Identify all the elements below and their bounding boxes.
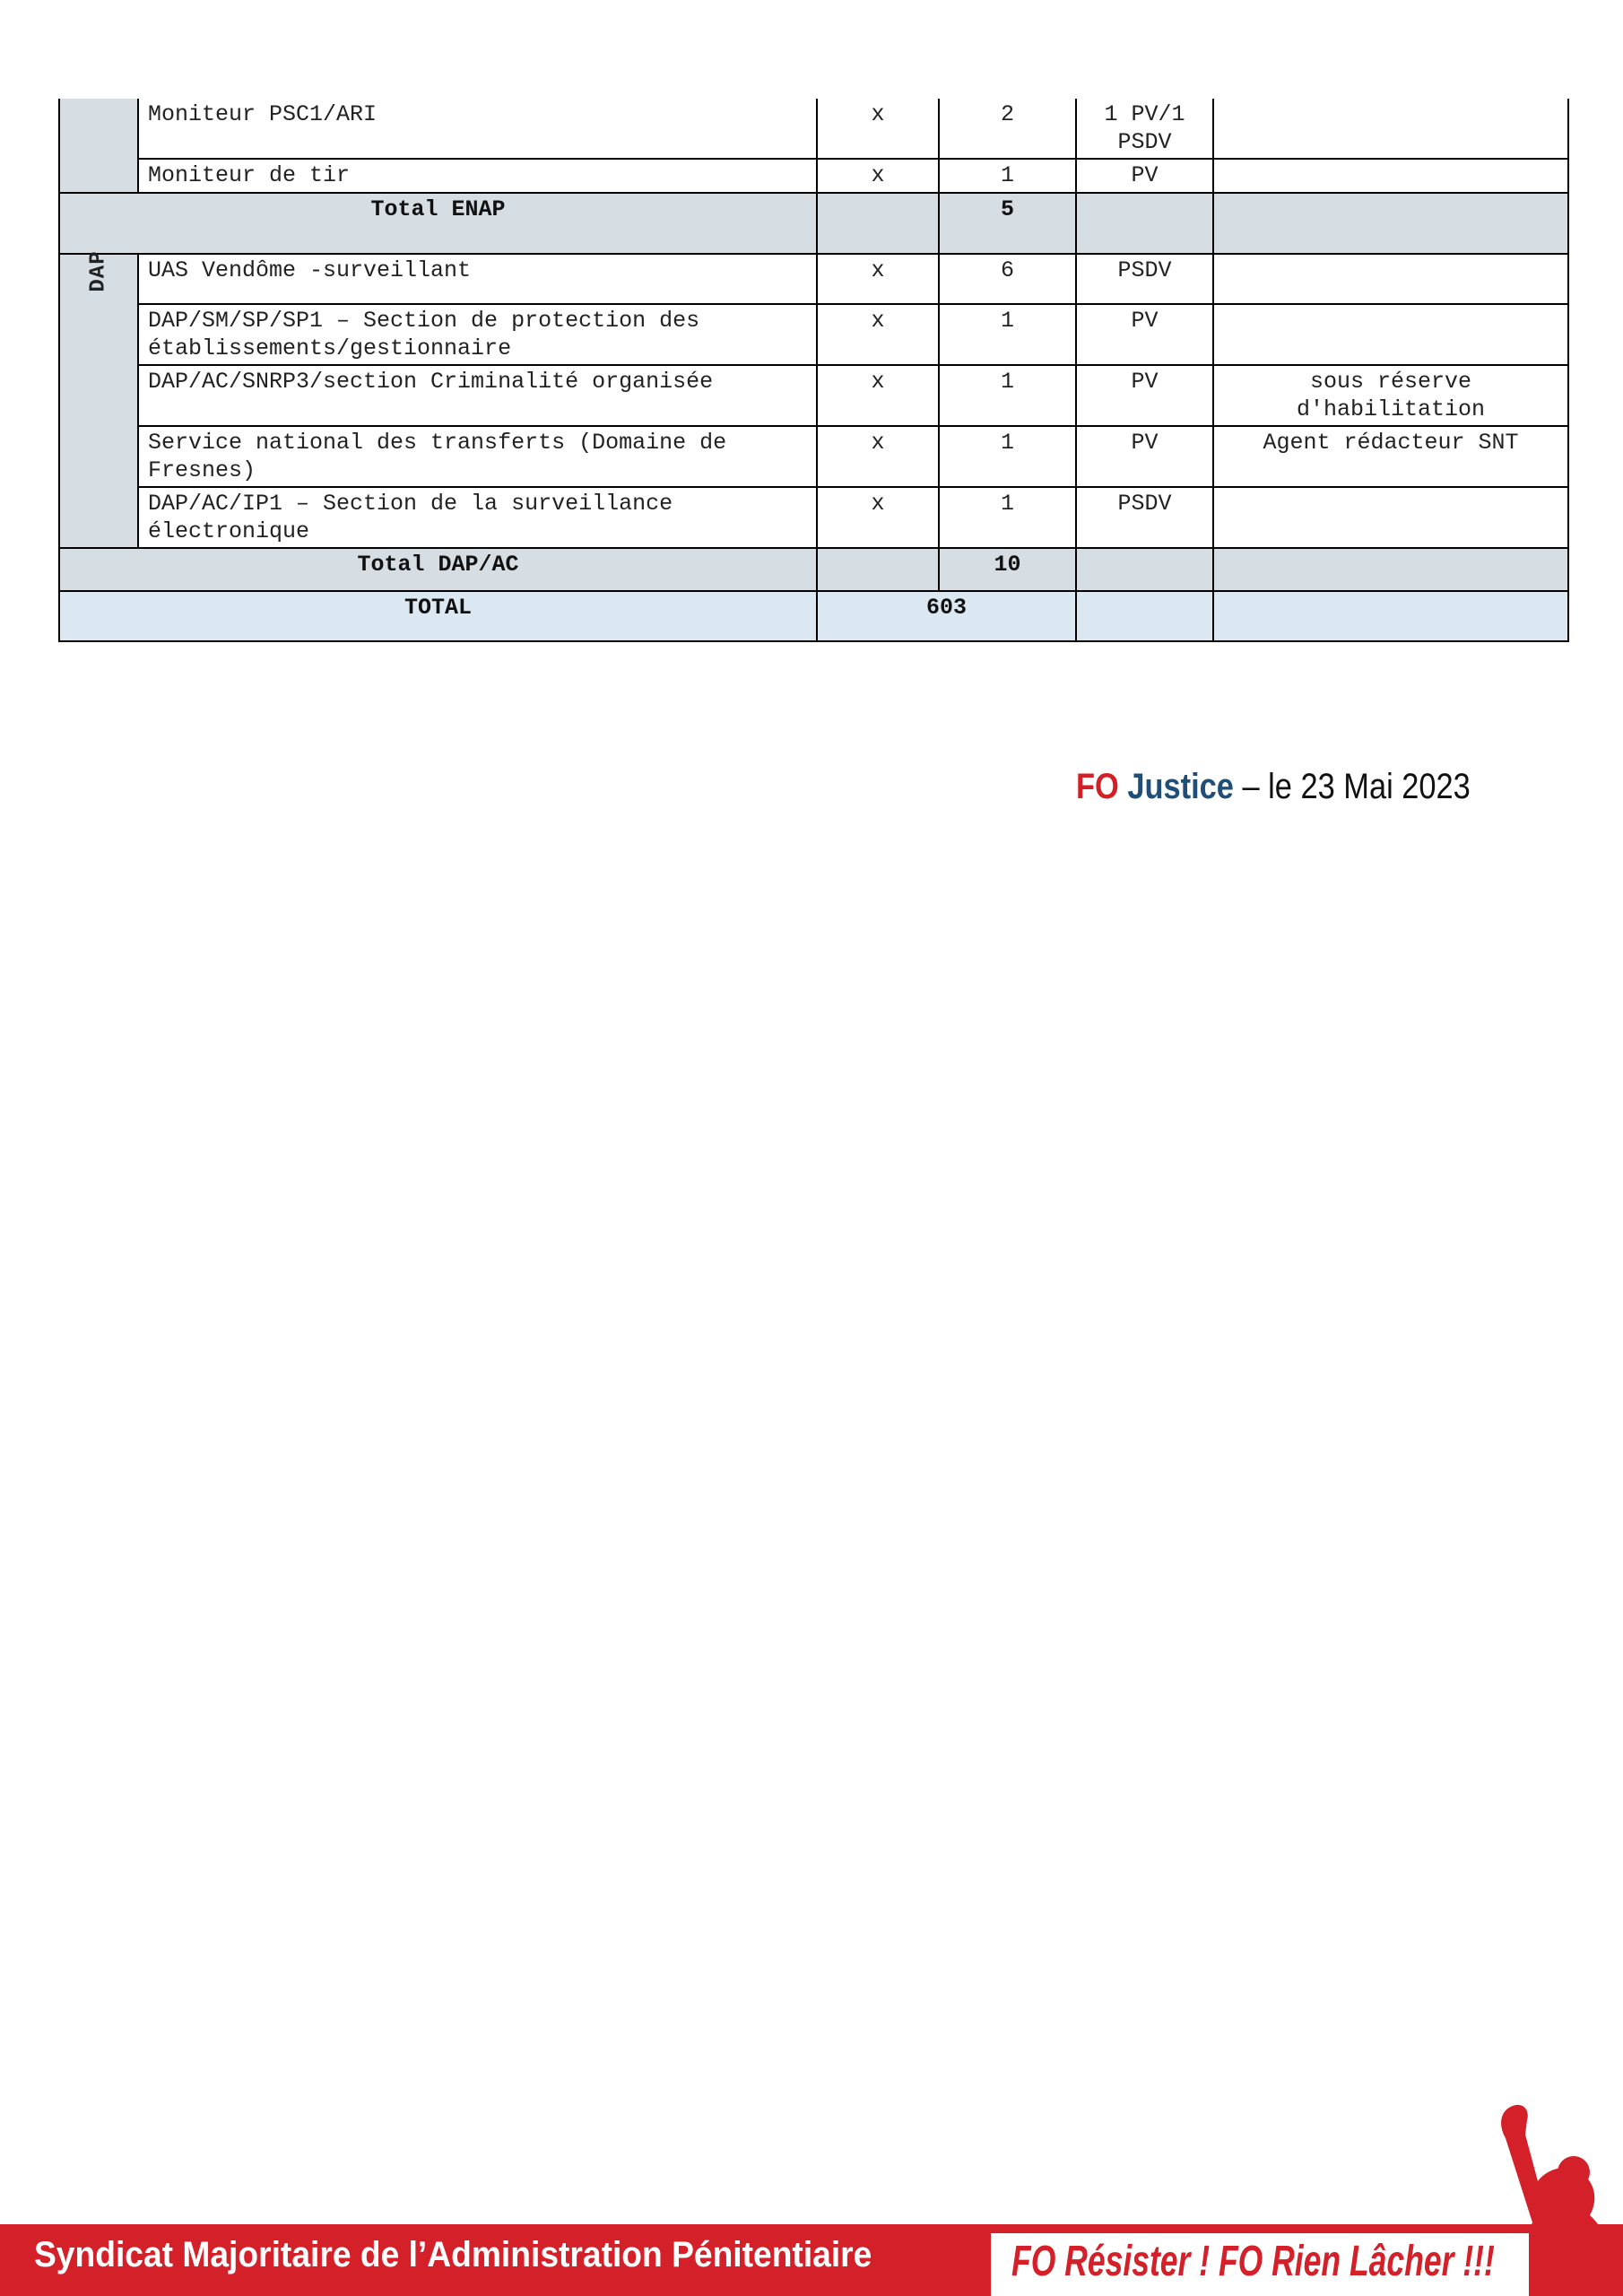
row-note bbox=[1213, 254, 1568, 304]
footer-union-slogan: Syndicat Majoritaire de l’Administration Pénitentiaire bbox=[34, 2235, 872, 2274]
row-note: sous réserve d'habilitation bbox=[1213, 365, 1568, 426]
row-note bbox=[1213, 304, 1568, 365]
dap-group-label: DAP bbox=[86, 250, 111, 292]
total-enap-type bbox=[1076, 193, 1213, 254]
row-note bbox=[1213, 99, 1568, 159]
row-label: DAP/SM/SP/SP1 – Section de protection des établissements/gestionnaire bbox=[138, 304, 817, 365]
row-count: 1 bbox=[939, 159, 1076, 193]
footer-motto: FO Résister ! FO Rien Lâcher !!! bbox=[1011, 2238, 1495, 2285]
table-row bbox=[59, 426, 1568, 487]
row-type: PSDV bbox=[1076, 487, 1213, 548]
row-label: DAP/AC/IP1 – Section de la surveillance électronique bbox=[138, 487, 817, 548]
row-label: DAP/AC/SNRP3/section Criminalité organisée bbox=[138, 365, 817, 426]
table-row bbox=[59, 304, 1568, 365]
row-label: Moniteur de tir bbox=[138, 159, 817, 193]
total-enap-row bbox=[59, 193, 1568, 254]
row-note bbox=[1213, 159, 1568, 193]
footer-banner bbox=[0, 2224, 1623, 2296]
posts-table bbox=[58, 99, 1569, 642]
grand-total-type bbox=[1076, 591, 1213, 641]
row-label: Moniteur PSC1/ARI bbox=[138, 99, 817, 159]
table-row bbox=[59, 254, 1568, 304]
row-label: UAS Vendôme -surveillant bbox=[138, 254, 817, 304]
row-mark: x bbox=[817, 365, 939, 426]
row-note bbox=[1213, 487, 1568, 548]
total-dap-count: 10 bbox=[939, 548, 1076, 591]
row-mark: x bbox=[817, 159, 939, 193]
grand-total-note bbox=[1213, 591, 1568, 641]
row-count: 1 bbox=[939, 487, 1076, 548]
row-count: 6 bbox=[939, 254, 1076, 304]
total-enap-mark bbox=[817, 193, 939, 254]
table-row bbox=[59, 99, 1568, 159]
row-mark: x bbox=[817, 99, 939, 159]
signature-date: – le 23 Mai 2023 bbox=[1233, 767, 1471, 806]
grand-total-count: 603 bbox=[817, 591, 1076, 641]
row-mark: x bbox=[817, 254, 939, 304]
total-enap-label: Total ENAP bbox=[59, 193, 817, 254]
row-count: 1 bbox=[939, 365, 1076, 426]
table-row bbox=[59, 365, 1568, 426]
total-dap-mark bbox=[817, 548, 939, 591]
row-count: 1 bbox=[939, 304, 1076, 365]
signature-fo: FO bbox=[1076, 767, 1119, 806]
row-type: PV bbox=[1076, 426, 1213, 487]
row-type: PV bbox=[1076, 159, 1213, 193]
grand-total-row bbox=[59, 591, 1568, 641]
row-type: PV bbox=[1076, 365, 1213, 426]
row-note: Agent rédacteur SNT bbox=[1213, 426, 1568, 487]
table-row bbox=[59, 159, 1568, 193]
enap-group-cell bbox=[59, 99, 138, 193]
table-row bbox=[59, 487, 1568, 548]
total-enap-count: 5 bbox=[939, 193, 1076, 254]
row-count: 2 bbox=[939, 99, 1076, 159]
row-type: PV bbox=[1076, 304, 1213, 365]
row-type: PSDV bbox=[1076, 254, 1213, 304]
total-enap-note bbox=[1213, 193, 1568, 254]
signature-line bbox=[1076, 767, 1471, 807]
row-label: Service national des transferts (Domaine de Fresnes) bbox=[138, 426, 817, 487]
row-mark: x bbox=[817, 426, 939, 487]
row-type: 1 PV/1 PSDV bbox=[1076, 99, 1213, 159]
total-dap-label: Total DAP/AC bbox=[59, 548, 817, 591]
total-dap-note bbox=[1213, 548, 1568, 591]
signature-justice: Justice bbox=[1127, 767, 1234, 806]
dap-group-cell bbox=[59, 250, 138, 548]
row-mark: x bbox=[817, 487, 939, 548]
total-dap-row bbox=[59, 548, 1568, 591]
row-mark: x bbox=[817, 304, 939, 365]
row-count: 1 bbox=[939, 426, 1076, 487]
total-dap-type bbox=[1076, 548, 1213, 591]
grand-total-label: TOTAL bbox=[59, 591, 817, 641]
